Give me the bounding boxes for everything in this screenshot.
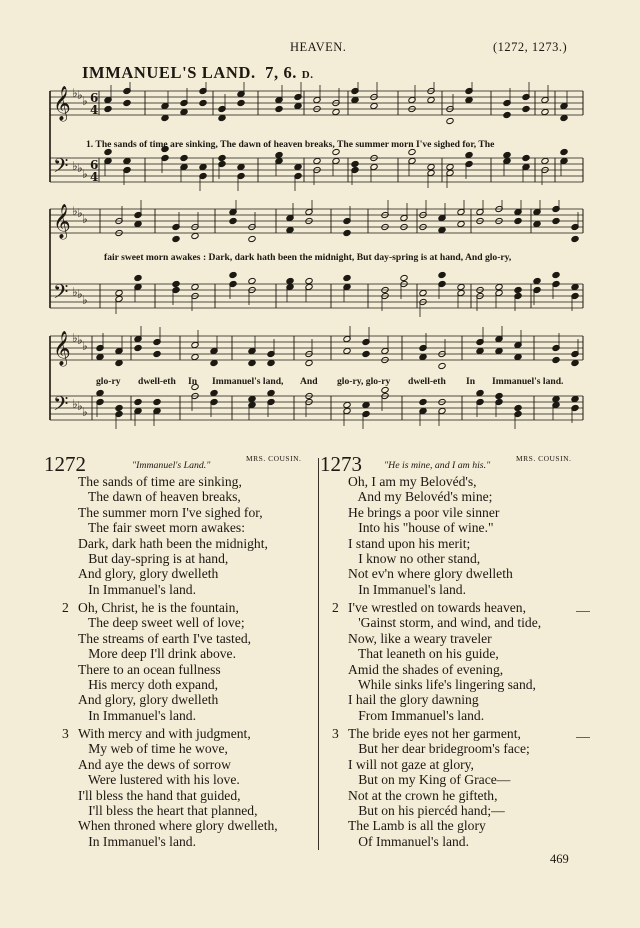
- note-head: [503, 111, 511, 118]
- note-head: [218, 154, 226, 161]
- note-head: [115, 359, 123, 366]
- hymn-1272-stanza-2: [78, 600, 251, 723]
- verse-line: I'll bless the heart that planned,: [88, 803, 258, 819]
- verse-line: Oh, I am my Belovéd's,: [348, 474, 477, 489]
- note-head: [495, 392, 503, 399]
- time-signature: 6: [90, 158, 99, 172]
- note-head: [294, 163, 302, 170]
- lyric-3-part: In: [466, 376, 476, 387]
- verse-line: I know no other stand,: [358, 551, 481, 567]
- note-head: [313, 157, 321, 164]
- note-head: [351, 96, 359, 103]
- note-head: [267, 389, 275, 396]
- hymn-author: MRS. COUSIN.: [246, 454, 302, 463]
- note-head: [180, 154, 188, 161]
- verse-line: I hail the glory dawning: [348, 692, 479, 708]
- note-head: [514, 404, 522, 411]
- note-head: [571, 395, 579, 402]
- tune-name: IMMANUEL'S LAND.: [82, 63, 256, 82]
- note-head: [438, 362, 446, 369]
- verse-line: The sands of time are sinking,: [78, 474, 242, 489]
- note-head: [123, 157, 131, 164]
- hymn-1272-stanza-1: [78, 474, 268, 597]
- treble-clef-icon: 𝄞: [53, 86, 71, 121]
- music-lyric-line-1: 1. The sands of time are sinking, The dawn of heaven breaks, The summer morn I've sighed for, The: [86, 139, 495, 150]
- flat-icon: ♭: [77, 88, 83, 102]
- tune-meter: 7, 6.: [265, 63, 298, 82]
- music-lyric-line-2: fair sweet morn awakes : Dark, dark hath been the midnight, But day-spring is at hand, And glo-ry,: [104, 252, 512, 263]
- verse-line: The deep sweet well of love;: [87, 615, 245, 631]
- note-head: [134, 274, 142, 281]
- note-head: [343, 274, 351, 281]
- note-head: [560, 148, 568, 155]
- note-head: [571, 235, 579, 242]
- flat-icon: ♭: [82, 167, 88, 181]
- verse-line: Now, like a weary traveler: [348, 630, 492, 646]
- note-head: [457, 283, 465, 290]
- verse-line: I've wrestled on towards heaven,: [348, 600, 526, 615]
- note-head: [446, 117, 454, 124]
- verse-line: But on his piercéd hand;—: [358, 803, 505, 819]
- verse-line: In Immanuel's land.: [88, 707, 196, 723]
- verse-line: More deep I'll drink above.: [88, 646, 236, 662]
- note-head: [438, 226, 446, 233]
- hymn-author: MRS. COUSIN.: [516, 454, 572, 463]
- note-head: [552, 356, 560, 363]
- note-head: [248, 359, 256, 366]
- tune-meter-suffix: D.: [301, 69, 314, 81]
- verse-line: With mercy and with judgment,: [78, 726, 251, 741]
- note-head: [465, 151, 473, 158]
- flat-icon: ♭: [77, 206, 83, 220]
- verse-line: In Immanuel's land.: [88, 581, 196, 597]
- flat-icon: ♭: [82, 94, 88, 108]
- note-head: [191, 353, 199, 360]
- bass-clef-icon: 𝄢: [53, 154, 69, 182]
- note-head: [446, 163, 454, 170]
- verse-line: Not ev'n where glory dwelleth: [348, 566, 513, 582]
- note-head: [237, 163, 245, 170]
- note-head: [514, 353, 522, 360]
- note-head: [199, 99, 207, 106]
- lyric-3-part: glo-ry, glo-ry: [337, 376, 391, 387]
- lyric-3-part: Immanuel's land.: [492, 376, 564, 387]
- flat-icon: ♭: [77, 399, 83, 413]
- hymn-1272-stanza-3: [78, 726, 278, 849]
- verse-line: The bride eyes not her garment,: [348, 726, 521, 741]
- lyric-3-part: dwell-eth: [408, 376, 446, 387]
- flat-icon: ♭: [77, 161, 83, 175]
- treble-clef-icon: 𝄞: [53, 204, 71, 239]
- note-head: [286, 277, 294, 284]
- note-head: [343, 229, 351, 236]
- verse-line: The summer morn I've sighed for,: [78, 504, 263, 520]
- note-head: [161, 114, 169, 121]
- verse-line: The fair sweet morn awakes:: [87, 520, 245, 536]
- note-head: [210, 359, 218, 366]
- note-head: [172, 235, 180, 242]
- page-range: (1272, 1273.): [493, 40, 568, 54]
- flat-icon: ♭: [72, 331, 78, 345]
- flat-icon: ♭: [82, 212, 88, 226]
- verse-line: From Immanuel's land.: [358, 707, 485, 723]
- note-head: [514, 286, 522, 293]
- note-head: [267, 359, 275, 366]
- verse-line: And aye the dews of sorrow: [78, 756, 231, 772]
- note-head: [495, 283, 503, 290]
- note-head: [237, 99, 245, 106]
- note-head: [476, 389, 484, 396]
- flat-icon: ♭: [72, 285, 78, 299]
- verse-line: My web of time he wove,: [88, 741, 228, 757]
- time-signature: 4: [90, 170, 99, 184]
- note-head: [476, 347, 484, 354]
- note-head: [115, 404, 123, 411]
- verse-line: The dawn of heaven breaks,: [87, 489, 241, 505]
- margin-mark: [576, 611, 590, 612]
- page-number: 469: [550, 852, 569, 866]
- verse-line: His mercy doth expand,: [88, 677, 219, 693]
- margin-mark: [576, 737, 590, 738]
- verse-line: And my Belovéd's mine;: [357, 489, 493, 505]
- verse-line: I'll bless the hand that guided,: [78, 787, 241, 803]
- note-head: [286, 226, 294, 233]
- note-head: [571, 283, 579, 290]
- note-head: [351, 160, 359, 167]
- verse-line: Into his "house of wine.": [358, 520, 494, 536]
- verse-line: While sinks life's lingering sand,: [357, 677, 536, 693]
- note-head: [153, 398, 161, 405]
- note-head: [104, 105, 112, 112]
- note-head: [419, 289, 427, 296]
- stanza-number: 3: [332, 726, 339, 741]
- note-head: [305, 359, 313, 366]
- flat-icon: ♭: [82, 293, 88, 307]
- flat-icon: ♭: [82, 405, 88, 419]
- treble-clef-icon: 𝄞: [53, 331, 71, 366]
- flat-icon: ♭: [72, 204, 78, 218]
- verse-line: And glory, glory dwelleth: [78, 692, 219, 708]
- note-head: [153, 350, 161, 357]
- note-head: [522, 154, 530, 161]
- lyric-3-part: In: [188, 376, 198, 387]
- verse-line: Amid the shades of evening,: [348, 661, 504, 677]
- note-head: [552, 395, 560, 402]
- note-head: [533, 277, 541, 284]
- note-head: [400, 274, 408, 281]
- note-head: [381, 386, 389, 393]
- hymn-number: 1273: [320, 452, 362, 476]
- note-head: [248, 395, 256, 402]
- note-head: [552, 217, 560, 224]
- note-head: [305, 277, 313, 284]
- note-head: [96, 389, 104, 396]
- verse-line: I stand upon his merit;: [348, 535, 471, 551]
- verse-line: In Immanuel's land.: [88, 833, 196, 849]
- note-head: [560, 114, 568, 121]
- flat-icon: ♭: [77, 333, 83, 347]
- running-title: HEAVEN.: [290, 40, 347, 54]
- hymn-title: "Immanuel's Land.": [132, 460, 211, 471]
- note-head: [210, 389, 218, 396]
- hymn-1273-stanza-2: [348, 600, 541, 723]
- note-head: [191, 232, 199, 239]
- verse-line: I will not gaze at glory,: [348, 756, 474, 772]
- note-head: [533, 220, 541, 227]
- verse-line: The Lamb is all the glory: [348, 818, 486, 834]
- note-head: [438, 271, 446, 278]
- note-head: [115, 289, 123, 296]
- verse-line: Not at the crown he gifteth,: [348, 787, 498, 803]
- note-head: [571, 359, 579, 366]
- verse-line: In Immanuel's land.: [358, 581, 466, 597]
- note-head: [199, 163, 207, 170]
- hymn-1273-stanza-1: [348, 474, 513, 597]
- verse-line: Oh, Christ, he is the fountain,: [78, 600, 239, 615]
- hymn-title: "He is mine, and I am his.": [384, 460, 491, 471]
- note-head: [275, 105, 283, 112]
- note-head: [248, 277, 256, 284]
- note-head: [96, 353, 104, 360]
- note-head: [552, 271, 560, 278]
- note-head: [248, 235, 256, 242]
- note-head: [229, 217, 237, 224]
- note-head: [172, 280, 180, 287]
- note-head: [419, 353, 427, 360]
- note-head: [370, 102, 378, 109]
- note-head: [229, 271, 237, 278]
- verse-line: He brings a poor vile sinner: [348, 504, 500, 520]
- note-head: [191, 283, 199, 290]
- column-divider: [318, 458, 319, 850]
- note-head: [503, 151, 511, 158]
- flat-icon: ♭: [72, 159, 78, 173]
- stanza-number: 3: [62, 726, 69, 741]
- flat-icon: ♭: [77, 287, 83, 301]
- verse-line: And glory, glory dwelleth: [78, 566, 219, 582]
- note-head: [343, 347, 351, 354]
- time-signature: 6: [90, 91, 99, 105]
- note-head: [343, 401, 351, 408]
- note-head: [218, 114, 226, 121]
- flat-icon: ♭: [82, 339, 88, 353]
- note-head: [427, 96, 435, 103]
- lyric-3-part: dwell-eth: [138, 376, 176, 387]
- note-head: [362, 350, 370, 357]
- lyric-3-part: Immanuel's land,: [212, 376, 284, 387]
- note-head: [275, 151, 283, 158]
- verse-line: The streams of earth I've tasted,: [78, 630, 252, 646]
- note-head: [419, 398, 427, 405]
- note-head: [134, 344, 142, 351]
- note-head: [123, 99, 131, 106]
- stanza-number: 2: [332, 600, 339, 615]
- verse-line: But day-spring is at hand,: [88, 551, 229, 567]
- lyric-3-part: And: [300, 376, 318, 387]
- music-system-3: [0, 326, 640, 452]
- verse-line: When throned where glory dwelleth,: [78, 818, 278, 834]
- lyric-3-part: glo-ry: [96, 376, 121, 387]
- flat-icon: ♭: [72, 86, 78, 100]
- note-head: [134, 398, 142, 405]
- verse-line: Were lustered with his love.: [87, 772, 240, 788]
- stanza-number: 2: [62, 600, 69, 615]
- note-head: [514, 217, 522, 224]
- note-head: [495, 347, 503, 354]
- flat-icon: ♭: [72, 397, 78, 411]
- hymn-number: 1272: [44, 452, 86, 476]
- note-head: [180, 108, 188, 115]
- bass-clef-icon: 𝄢: [53, 280, 69, 308]
- hymn-1273-stanza-3: [348, 726, 530, 849]
- verse-line: But her dear bridegroom's face;: [358, 741, 530, 757]
- bass-clef-icon: 𝄢: [53, 392, 69, 420]
- note-head: [294, 102, 302, 109]
- note-head: [465, 96, 473, 103]
- note-head: [134, 220, 142, 227]
- note-head: [332, 108, 340, 115]
- verse-line: Dark, dark hath been the midnight,: [78, 535, 268, 551]
- time-signature: 4: [90, 103, 99, 117]
- music-system-2: [0, 200, 640, 328]
- note-head: [457, 220, 465, 227]
- note-head: [541, 157, 549, 164]
- note-head: [522, 105, 530, 112]
- verse-line: That leaneth on his guide,: [357, 646, 499, 662]
- verse-line: There to an ocean fullness: [78, 661, 221, 677]
- verse-line: But on my King of Grace—: [358, 772, 511, 788]
- verse-line: Of Immanuel's land.: [358, 833, 469, 849]
- note-head: [541, 108, 549, 115]
- note-head: [427, 163, 435, 170]
- tune-title: [82, 63, 314, 83]
- verse-line: 'Gainst storm, and wind, and tide,: [358, 615, 542, 631]
- note-head: [362, 401, 370, 408]
